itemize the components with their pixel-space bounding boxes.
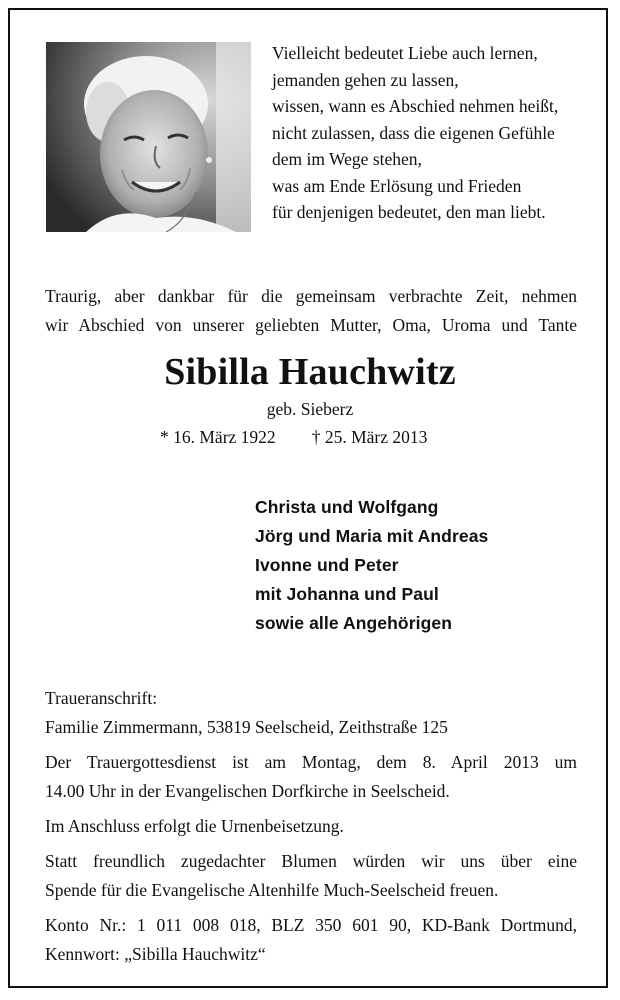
mourner: mit Johanna und Paul xyxy=(255,584,439,604)
address: Familie Zimmermann, 53819 Seelscheid, Zeithstraße 125 xyxy=(45,717,448,737)
poem-line: Vielleicht bedeutet Liebe auch lernen, xyxy=(272,43,538,63)
address-label: Traueranschrift: xyxy=(45,688,158,708)
service-line-2: 14.00 Uhr in der Evangelischen Dorfkirche in Seelscheid. xyxy=(45,781,450,801)
life-dates xyxy=(160,427,427,448)
death-date: † 25. März 2013 xyxy=(311,427,428,447)
deceased-name: Sibilla Hauchwitz xyxy=(164,351,456,393)
poem-line: nicht zulassen, dass die eigenen Gefühle xyxy=(272,122,555,143)
flowers-line-2: Spende für die Evangelische Altenhilfe Much-Seelscheid freuen. xyxy=(45,880,499,900)
poem-line: dem im Wege stehen, xyxy=(272,149,422,169)
birth-name: geb. Sieberz xyxy=(266,399,354,419)
intro-line-1: Traurig, aber dankbar für die gemeinsam verbrachte Zeit, nehmen xyxy=(45,286,577,306)
flowers-line-1: Statt freundlich zugedachter Blumen würden wir uns über eine xyxy=(45,851,577,871)
intro-text xyxy=(45,282,577,340)
mourner: sowie alle Angehörigen xyxy=(255,613,453,633)
poem-line: jemanden gehen zu lassen, xyxy=(272,69,459,90)
poem-line: was am Ende Erlösung und Frieden xyxy=(272,175,522,196)
account-line-1: Konto Nr.: 1 011 008 018, BLZ 350 601 90, KD-Bank Dortmund, xyxy=(45,915,577,935)
obituary-frame xyxy=(8,8,608,988)
poem xyxy=(272,40,592,226)
account-line-2: Kennwort: „Sibilla Hauchwitz“ xyxy=(45,944,266,964)
mourner: Ivonne und Peter xyxy=(255,555,399,575)
portrait-photo xyxy=(46,42,251,232)
mourner: Christa und Wolfgang xyxy=(255,497,439,517)
mourners-list xyxy=(255,493,488,638)
poem-line: für denjenigen bedeutet, den man liebt. xyxy=(272,202,546,222)
portrait-illustration xyxy=(46,42,251,232)
mourner: Jörg und Maria mit Andreas xyxy=(255,526,489,546)
info-section xyxy=(45,684,577,969)
poem-line: wissen, wann es Abschied nehmen heißt, xyxy=(272,96,559,116)
birth-date: * 16. März 1922 xyxy=(160,427,276,447)
service-line-1: Der Trauergottesdienst ist am Montag, dem 8. April 2013 um xyxy=(45,752,577,772)
burial-note: Im Anschluss erfolgt die Urnenbeisetzung. xyxy=(45,816,344,836)
intro-line-2: wir Abschied von unserer geliebten Mutter, Oma, Uroma und Tante xyxy=(45,315,577,335)
